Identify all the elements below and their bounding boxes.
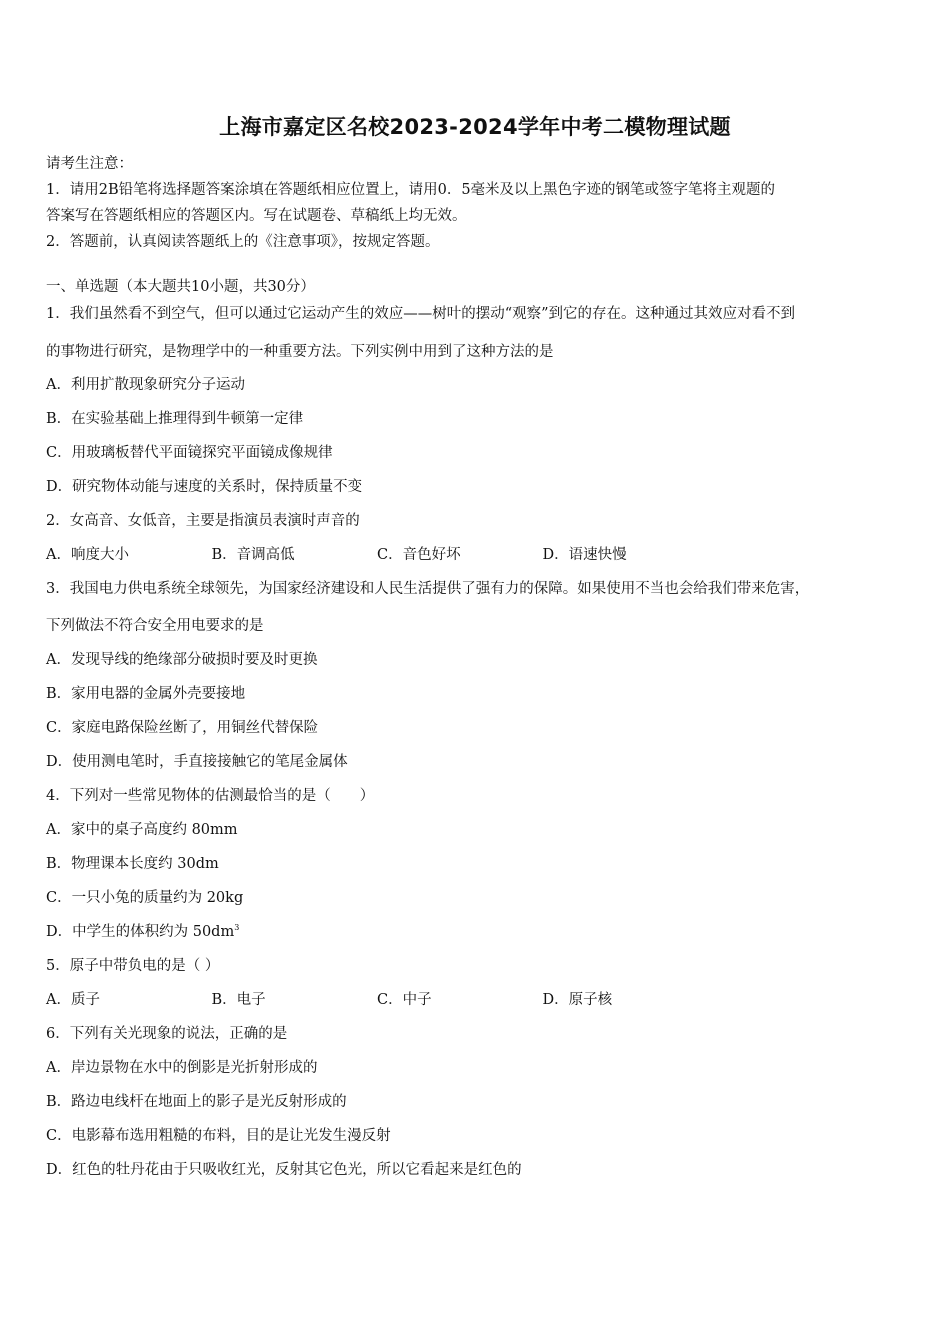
q4-option-d-wrap <box>46 920 239 941</box>
notice-block <box>46 151 906 255</box>
notice-item-1-line-1: 1．请用2B铅笔将选择题答案涂填在答题纸相应位置上，请用0．5毫米及以上黑色字迹的钢笔或签字笔将主观题的 <box>46 182 776 198</box>
q1-stem-line-2: 的事物进行研究，是物理学中的一种重要方法。下列实例中用到了这种方法的是 <box>46 344 554 360</box>
q2-options <box>46 543 708 564</box>
notice-item-2: 2．答题前，认真阅读答题纸上的《注意事项》，按规定答题。 <box>46 234 440 250</box>
q1-option-c: C．用玻璃板替代平面镜探究平面镜成像规律 <box>46 445 333 461</box>
q5-option-d: D．原子核 <box>542 992 613 1008</box>
q6-option-a: A．岸边景物在水中的倒影是光折射形成的 <box>46 1060 318 1076</box>
q2-option-d: D．语速快慢 <box>542 547 627 563</box>
q4-option-c: C．一只小兔的质量约为 20kg <box>46 890 244 906</box>
q5-option-b: B．电子 <box>211 992 266 1008</box>
q3-stem-line-1: 3．我国电力供电系统全球领先，为国家经济建设和人民生活提供了强有力的保障。如果使用不当也会给我们带来危害， <box>46 581 810 597</box>
q4-stem: 4．下列对一些常见物体的估测最恰当的是（ ） <box>46 788 375 804</box>
q2-option-b: B．音调高低 <box>211 547 295 563</box>
q5-option-a: A．质子 <box>46 992 100 1008</box>
notice-item-1-line-2: 答案写在答题纸相应的答题区内。写在试题卷、草稿纸上均无效。 <box>46 208 467 224</box>
q1-stem-line-1: 1．我们虽然看不到空气，但可以通过它运动产生的效应——树叶的摆动“观察”到它的存在。这种通过其效应对看不到 <box>46 306 796 322</box>
section-heading: 一、单选题（本大题共10小题，共30分） <box>46 279 315 295</box>
q1-option-d: D．研究物体动能与速度的关系时，保持质量不变 <box>46 479 363 495</box>
q2-stem: 2．女高音、女低音，主要是指演员表演时声音的 <box>46 513 360 529</box>
q3-stem-line-2: 下列做法不符合安全用电要求的是 <box>46 618 264 634</box>
q5-options <box>46 988 708 1009</box>
notice-heading: 请考生注意： <box>46 156 133 172</box>
q3-option-c: C．家庭电路保险丝断了，用铜丝代替保险 <box>46 720 319 736</box>
q4-option-a: A．家中的桌子高度约 80mm <box>46 822 238 838</box>
q2-option-a: A．响度大小 <box>46 547 129 563</box>
q2-option-c: C．音色好坏 <box>377 547 461 563</box>
exam-title: 上海市嘉定区名校2023-2024学年中考二模物理试题 <box>219 115 731 139</box>
q6-option-b: B．路边电线杆在地面上的影子是光反射形成的 <box>46 1094 347 1110</box>
q4-option-d-superscript: 3 <box>234 923 240 932</box>
q6-option-d: D．红色的牡丹花由于只吸收红光，反射其它色光，所以它看起来是红色的 <box>46 1162 522 1178</box>
q4-option-d: D．中学生的体积约为 50dm <box>46 924 235 940</box>
q6-option-c: C．电影幕布选用粗糙的布料，目的是让光发生漫反射 <box>46 1128 391 1144</box>
q5-stem: 5．原子中带负电的是（ ） <box>46 958 220 974</box>
q1-option-a: A．利用扩散现象研究分子运动 <box>46 377 245 393</box>
q5-option-c: C．中子 <box>377 992 432 1008</box>
q6-stem: 6．下列有关光现象的说法，正确的是 <box>46 1026 288 1042</box>
q3-option-a: A．发现导线的绝缘部分破损时要及时更换 <box>46 652 318 668</box>
q3-option-b: B．家用电器的金属外壳要接地 <box>46 686 246 702</box>
q3-option-d: D．使用测电笔时，手直接接触它的笔尾金属体 <box>46 754 348 770</box>
q4-option-b: B．物理课本长度约 30dm <box>46 856 219 872</box>
q1-option-b: B．在实验基础上推理得到牛顿第一定律 <box>46 411 304 427</box>
